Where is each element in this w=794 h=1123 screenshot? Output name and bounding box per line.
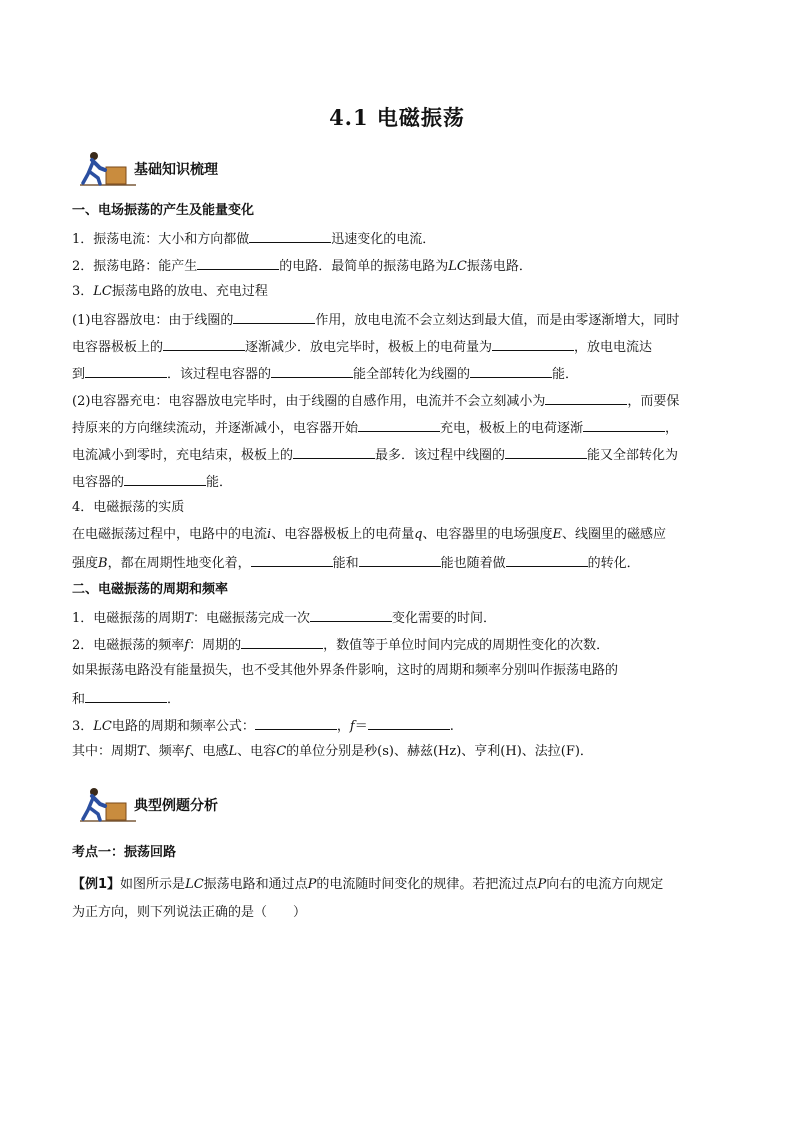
example-tag: 【例1】 bbox=[72, 877, 121, 892]
part2-item3: 3．LC电路的周期和频率公式： ，f＝ . bbox=[72, 719, 454, 734]
blank[interactable] bbox=[506, 554, 588, 567]
charge-paragraph-line4: 电容器的 能． bbox=[72, 475, 233, 490]
discharge-paragraph-line2: 电容器极板上的 逐渐减少．放电完毕时，极板上的电荷量为 ，放电电流达 bbox=[72, 340, 653, 355]
blank[interactable] bbox=[249, 230, 331, 243]
blank[interactable] bbox=[197, 257, 279, 270]
blank[interactable] bbox=[251, 554, 333, 567]
natural-period-line1: 如果振荡电路没有能量损失，也不受其他外界条件影响，这时的周期和频率分别叫作振荡电路的 bbox=[72, 663, 619, 678]
charge-paragraph-line3: 电流减小到零时，充电结束，极板上的 最多．该过程中线圈的 能又全部转化为 bbox=[72, 448, 679, 463]
part1-item4: 4．电磁振荡的实质 bbox=[72, 500, 185, 515]
part1-heading: 一、电场振荡的产生及能量变化 bbox=[72, 203, 255, 218]
blank[interactable] bbox=[124, 473, 206, 486]
section-header-basic bbox=[78, 150, 278, 186]
part1-item3: 3．LC振荡电路的放电、充电过程 bbox=[72, 284, 268, 299]
blank[interactable] bbox=[163, 338, 245, 351]
blank[interactable] bbox=[359, 554, 441, 567]
blank[interactable] bbox=[293, 446, 375, 459]
blank[interactable] bbox=[583, 419, 665, 432]
part2-item2: 2．电磁振荡的频率f：周期的 ，数值等于单位时间内完成的周期性变化的次数． bbox=[72, 638, 610, 653]
blank[interactable] bbox=[233, 311, 315, 324]
discharge-paragraph-line1: (1)电容器放电：由于线圈的 作用，放电电流不会立刻达到最大值，而是由零逐渐增大，同时 bbox=[72, 313, 680, 328]
natural-period-line2: 和 ． bbox=[72, 692, 181, 707]
essence-paragraph-line1: 在电磁振荡过程中，电路中的电流i、电容器极板上的电荷量q、电容器里的电场强度E、线圈里的磁感应 bbox=[72, 527, 667, 542]
blank[interactable] bbox=[470, 365, 552, 378]
example-question-line2: 为正方向，则下列说法正确的是（ ） bbox=[72, 905, 307, 920]
units-line: 其中：周期T、频率f、电感L、电容C的单位分别是秒(s)、赫兹(Hz)、亨利(H)、法拉(F)． bbox=[72, 744, 593, 759]
blank[interactable] bbox=[368, 717, 450, 730]
blank[interactable] bbox=[85, 365, 167, 378]
blank[interactable] bbox=[310, 609, 392, 622]
discharge-paragraph-line3: 到 ．该过程电容器的 能全部转化为线圈的 能． bbox=[72, 367, 579, 382]
pushing-box-icon bbox=[78, 150, 138, 186]
blank[interactable] bbox=[505, 446, 587, 459]
part1-item2: 2．振荡电路：能产生 的电路．最简单的振荡电路为LC振荡电路． bbox=[72, 259, 532, 274]
page-title: 4.1 电磁振荡 bbox=[329, 105, 465, 130]
blank[interactable] bbox=[545, 392, 627, 405]
blank[interactable] bbox=[358, 419, 440, 432]
part2-heading: 二、电磁振荡的周期和频率 bbox=[72, 582, 229, 597]
essence-paragraph-line2: 强度B，都在周期性地变化着， 能和 能也随着做 的转化． bbox=[72, 556, 640, 571]
pushing-box-icon bbox=[78, 786, 138, 822]
charge-paragraph-line1: (2)电容器充电：电容器放电完毕时，由于线圈的自感作用，电流并不会立刻减小为 ，而要保 bbox=[72, 394, 680, 409]
blank[interactable] bbox=[241, 636, 323, 649]
charge-paragraph-line2: 持原来的方向继续流动，并逐渐减小，电容器开始 充电，极板上的电荷逐渐 ， bbox=[72, 421, 679, 436]
part2-item1: 1．电磁振荡的周期T：电磁振荡完成一次 变化需要的时间． bbox=[72, 611, 496, 626]
blank[interactable] bbox=[255, 717, 337, 730]
section-header-examples bbox=[78, 786, 278, 822]
part1-item1: 1．振荡电流：大小和方向都做 迅速变化的电流． bbox=[72, 232, 436, 247]
blank[interactable] bbox=[271, 365, 353, 378]
section-title-examples: 典型例题分析 bbox=[134, 798, 218, 814]
example-question-line1: 【例1】如图所示是LC振荡电路和通过点P的电流随时间变化的规律。若把流过点P向右的电流方向规定 bbox=[72, 877, 664, 892]
blank[interactable] bbox=[85, 690, 167, 703]
blank[interactable] bbox=[492, 338, 574, 351]
section-title-basic: 基础知识梳理 bbox=[134, 162, 218, 178]
exam-point-heading: 考点一：振荡回路 bbox=[72, 845, 177, 860]
